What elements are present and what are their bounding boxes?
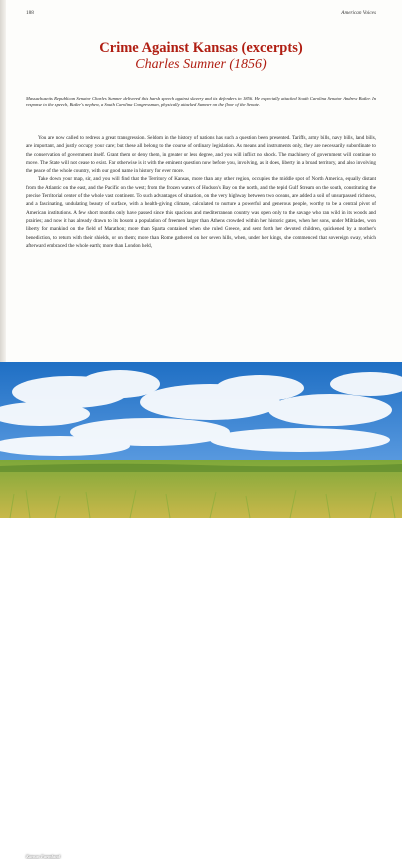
- speech-text: [26, 134, 376, 250]
- section-title: American Voices: [341, 10, 376, 16]
- speech-paragraph: You are now called to redress a great transgression. Seldom in the history of nations has such a question been presented. Tariffs, army bills, navy bills, land bills, are important, and justly occupy your care; but these all belong to the course of ordinary legislation. As means and instruments only, they are necessarily subordinate to the conservation of government itself. Grant them or deny them, in greater or less degree, and you will inflict no shock. The machinery of government will continue to move. The State will not cease to exist. Far otherwise is it with the eminent question now before you, involving, as it does, liberty in a broad territory, and also involving the peace of the whole country, with our good name in history for ever more.: [26, 135, 376, 175]
- speech-paragraph: Take down your map, sir, and you will find that the Territory of Kansas, more than any other region, occupies the middle spot of North America, equally distant from the Atlantic on the east, and the Pacific on the west; from the frozen waters of Hudson's Bay on the north, and the tepid Gulf Stream on the south, constituting the precise Territorial center of the whole vast continent. To such advantages of situation, on the very highway between two oceans, are added a soil of unsurpassed richness, and a fascinating, undulating beauty of surface, with a health-giving climate, calculated to nurture a powerful and generous people, worthy to be a central pivot of American institutions. A few short months only have passed since this spacious and mediterranean country was open only to the savage who ran wild in its woods and prairies; and now it has already drawn to its bosom a population of freemen larger than Athens crowded within her historic gates, when her sons, under Miltiades, won liberty for mankind on the field of Marathon; more than Sparta contained when she ruled Greece, and sent forth her devoted children, quickened by a mother's benediction, to return with their shields, or on them; more than Rome gathered on her seven hills, when, under her kings, she commenced that sovereign sway, which afterward embraced the whole earth; more than London held,: [26, 176, 376, 249]
- article-title: Crime Against Kansas (excerpts): [99, 40, 303, 56]
- farmland-photo: [0, 362, 402, 859]
- running-header: [26, 8, 376, 18]
- page-number: 188: [26, 10, 34, 16]
- farmland-illustration: [0, 362, 402, 518]
- article-author: Charles Sumner (1856): [135, 57, 267, 72]
- photo-caption: Kansas Farmland: [26, 854, 61, 859]
- intro-paragraph: Massachusetts Republican Senator Charles Sumner delivered this harsh speech against slavery and its defenders in 1856. He especially attacked South Carolina Senator Andrew Butler. In response to the speech, Butler's nephew, a South Carolina Congressman, physically attacked Sumner on the floor of the Senate.: [26, 96, 376, 108]
